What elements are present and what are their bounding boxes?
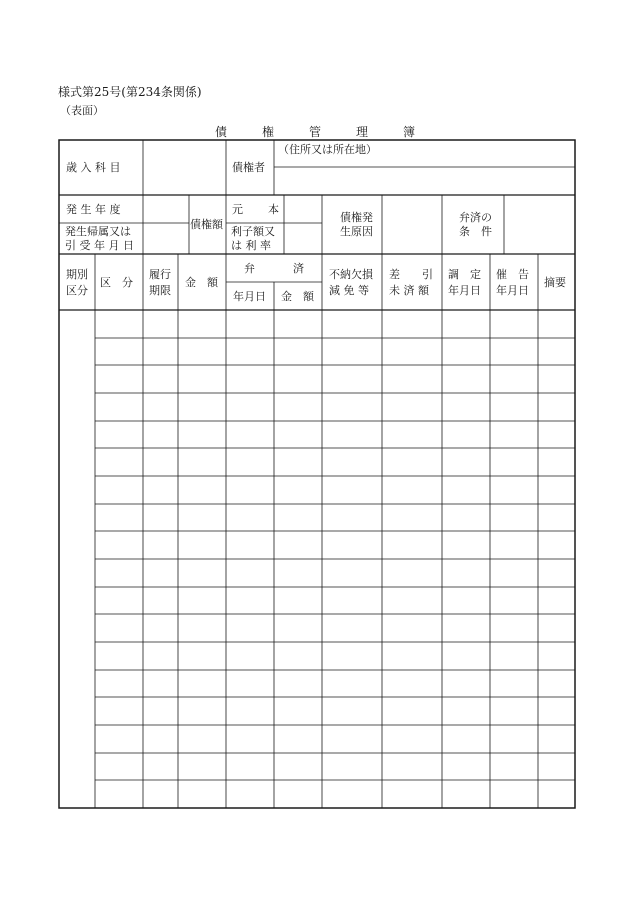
col-category: 区 分 [100, 276, 133, 289]
col-repayment: 弁 [244, 262, 255, 275]
col-notice-date: 催 告 [496, 268, 529, 281]
col-adjustment-date: 調 定 [448, 268, 481, 281]
col-period: 区分 [66, 284, 88, 297]
col-loss-exemption: 不納欠損 [329, 268, 373, 281]
form-side-label: （表面） [60, 104, 104, 117]
col-balance: 未 済 額 [389, 284, 429, 297]
settlement-terms-label: 条 件 [459, 225, 492, 238]
col-balance: 差 引 [389, 268, 433, 281]
col-repayment-date: 年月日 [233, 290, 266, 303]
col-notice-date: 年月日 [496, 284, 529, 297]
interest-label: は 利 率 [231, 239, 271, 252]
address-note: （住所又は所在地） [278, 143, 377, 156]
col-repayment-amount: 金 額 [281, 290, 314, 303]
settlement-terms-label: 弁済の [459, 211, 492, 224]
interest-label: 利子額又 [231, 225, 275, 238]
claim-cause-label: 債権発 [340, 211, 373, 224]
occurrence-year-label: 発 生 年 度 [66, 203, 121, 216]
col-period: 期別 [66, 268, 88, 281]
col-adjustment-date: 年月日 [448, 284, 481, 297]
title-char: 権 [262, 125, 275, 139]
principal-label: 本 [268, 203, 279, 216]
creditor-label: 債権者 [232, 161, 265, 174]
attribution-date-label: 引 受 年 月 日 [65, 239, 134, 252]
claim-amount-label: 債権額 [190, 218, 223, 231]
title-char: 管 [309, 125, 322, 139]
col-amount: 金 額 [185, 276, 218, 289]
col-due-date: 期限 [149, 284, 171, 297]
col-remarks: 摘要 [544, 276, 566, 289]
col-due-date: 履行 [149, 268, 171, 281]
form-number: 様式第25号(第234条関係) [58, 85, 202, 99]
attribution-date-label: 発生帰属又は [65, 225, 131, 238]
title-char: 債 [215, 125, 228, 139]
title-char: 理 [356, 125, 369, 139]
col-repayment: 済 [293, 262, 304, 275]
revenue-item-label: 歳 入 科 目 [66, 161, 121, 174]
col-loss-exemption: 減 免 等 [329, 284, 369, 297]
principal-label: 元 [232, 203, 243, 216]
title-char: 簿 [403, 125, 416, 139]
claim-cause-label: 生原因 [340, 225, 373, 238]
